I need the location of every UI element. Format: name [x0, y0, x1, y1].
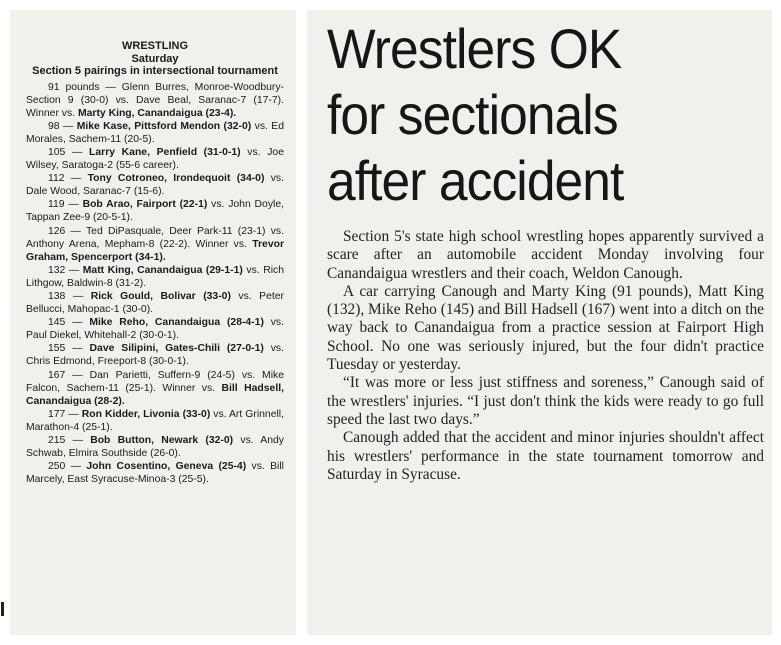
pairing-text: vs. Art Grinnell, Marathon-4 (25-1). [26, 408, 284, 433]
pairing-entry [26, 434, 284, 460]
pairings-list [26, 81, 284, 487]
day-subheading: Saturday [131, 52, 179, 65]
seeded-wrestler: Marty King, Canandaigua (23-4). [77, 107, 237, 119]
results-column [10, 10, 296, 635]
pairing-entry [26, 146, 284, 172]
seeded-wrestler: Ron Kidder, Livonia (33-0) [81, 408, 211, 420]
seeded-wrestler: Trevor Graham, Spencerport (34-1). [26, 238, 284, 263]
headline-line-1: Wrestlers OK [327, 17, 622, 80]
article-headline [327, 16, 729, 214]
section-heading: WRESTLING [122, 40, 188, 52]
seeded-wrestler: Matt King, Canandaigua (29-1-1) [82, 264, 243, 276]
pairing-text: 250 — [48, 461, 87, 473]
seeded-wrestler: Dave Silipini, Gates-Chili (27-0-1) [89, 343, 264, 355]
pairings-title: Section 5 pairings in intersectional tournament [32, 65, 278, 77]
pairing-text: vs. Chris Edmond, Freeport-8 (30-0-1). [26, 343, 284, 368]
seeded-wrestler: Mike Kase, Pittsford Mendon (32-0) [76, 120, 252, 132]
seeded-wrestler: Bob Arao, Fairport (22-1) [82, 199, 208, 211]
seeded-wrestler: Mike Reho, Canandaigua (28-4-1) [89, 317, 264, 329]
pairing-entry [26, 316, 284, 342]
pairing-entry [26, 172, 284, 198]
pairing-text: 177 — [48, 408, 82, 420]
pairing-text: vs. John Doyle, Tappan Zee-9 (20-5-1). [26, 199, 284, 224]
pairing-text: 155 — [48, 343, 90, 355]
pairing-entry [26, 290, 284, 316]
pairing-text: 126 — Ted DiPasquale, Deer Park-11 (23-1) vs. Anthony Arena, Mepham-8 (22-2). Winner vs. [26, 225, 284, 250]
pairing-entry [26, 225, 284, 264]
seeded-wrestler: John Cosentino, Geneva (25-4) [86, 461, 247, 473]
pairing-text: vs. Bill Marcely, East Syracuse-Minoa-3 (25-5). [26, 461, 284, 486]
pairing-text: 105 — [48, 146, 90, 158]
pairing-entry [26, 120, 284, 146]
article-paragraph-1: Section 5's state high school wrestling hopes apparently survived a scare after an automobile accident Monday involving four Canandaigua wrestlers and their coach, Weldon Canough. [327, 228, 764, 282]
pairing-text: 145 — [48, 317, 90, 329]
pairing-entry [26, 408, 284, 434]
headline-line-2: for sectionals [327, 83, 618, 146]
pairing-text: vs. Peter Bellucci, Mahopac-1 (30-0). [26, 291, 284, 316]
pairing-entry [26, 264, 284, 290]
seeded-wrestler: Rick Gould, Bolivar (33-0) [90, 291, 231, 302]
article-column [307, 10, 772, 635]
seeded-wrestler: Bob Button, Newark (32-0) [90, 435, 234, 447]
headline-line-3: after accident [327, 149, 624, 212]
pairing-entry [26, 369, 284, 408]
pairing-entry [26, 460, 284, 486]
pairing-entry [26, 81, 284, 120]
article-paragraph-4: Canough added that the accident and minor injuries shouldn't affect his wrestlers' performance in the state tournament tomorrow and Saturday in Syracuse. [327, 429, 764, 483]
pairing-text: vs. Andy Schwab, Elmira Southside (26-0). [26, 435, 284, 460]
seeded-wrestler: Larry Kane, Penfield (31-0-1) [89, 146, 241, 158]
pairing-text: vs. Rich Lithgow, Baldwin-8 (31-2). [26, 264, 284, 289]
pairing-text: vs. Dale Wood, Saranac-7 (15-6). [26, 173, 284, 198]
pairing-text: 215 — [48, 435, 91, 447]
seeded-wrestler: Tony Cotroneo, Irondequoit (34-0) [87, 173, 265, 185]
pairing-text: 138 — [48, 291, 91, 302]
pairing-text: 98 — [48, 120, 77, 132]
article-paragraph-2: A car carrying Canough and Marty King (91 pounds), Matt King (132), Mike Reho (145) and Bill Hadsell (167) went into a ditch on the way back to Canandaigua from a practice session at Fairport High School. No one was seriously injured, but the four didn't practice Tuesday or yesterday. [327, 282, 764, 374]
page-edge-mark [1, 602, 4, 616]
pairing-text: 112 — [48, 173, 88, 185]
pairing-text: 119 — [48, 199, 83, 211]
article-paragraph-3: “It was more or less just stiffness and soreness,” Canough said of the wrestlers' injuries. “I just don't think the kids were ready to go full speed the last two days.” [327, 374, 764, 428]
pairing-entry [26, 198, 284, 224]
pairing-text: vs. Ed Morales, Sachem-11 (20-5). [26, 120, 284, 145]
pairing-text: 132 — [48, 264, 83, 276]
seeded-wrestler: Bill Hadsell, Canandaigua (28-2). [26, 382, 285, 407]
pairing-entry [26, 342, 284, 368]
pairing-text: 167 — Dan Parietti, Suffern-9 (24-5) vs. Mike Falcon, Sachem-11 (25-1). Winner vs. [26, 369, 284, 394]
pairing-text: vs. Paul Diekel, Whitehall-2 (30-0-1). [26, 317, 285, 342]
pairing-text: vs. Joe Wilsey, Saratoga-2 (55-6 career). [26, 146, 284, 172]
pairing-text: 91 pounds — Glenn Burres, Monroe-Woodbury-Section 9 (30-0) vs. Dave Beal, Saranac-7 (17-7). Winner vs. [26, 81, 284, 119]
